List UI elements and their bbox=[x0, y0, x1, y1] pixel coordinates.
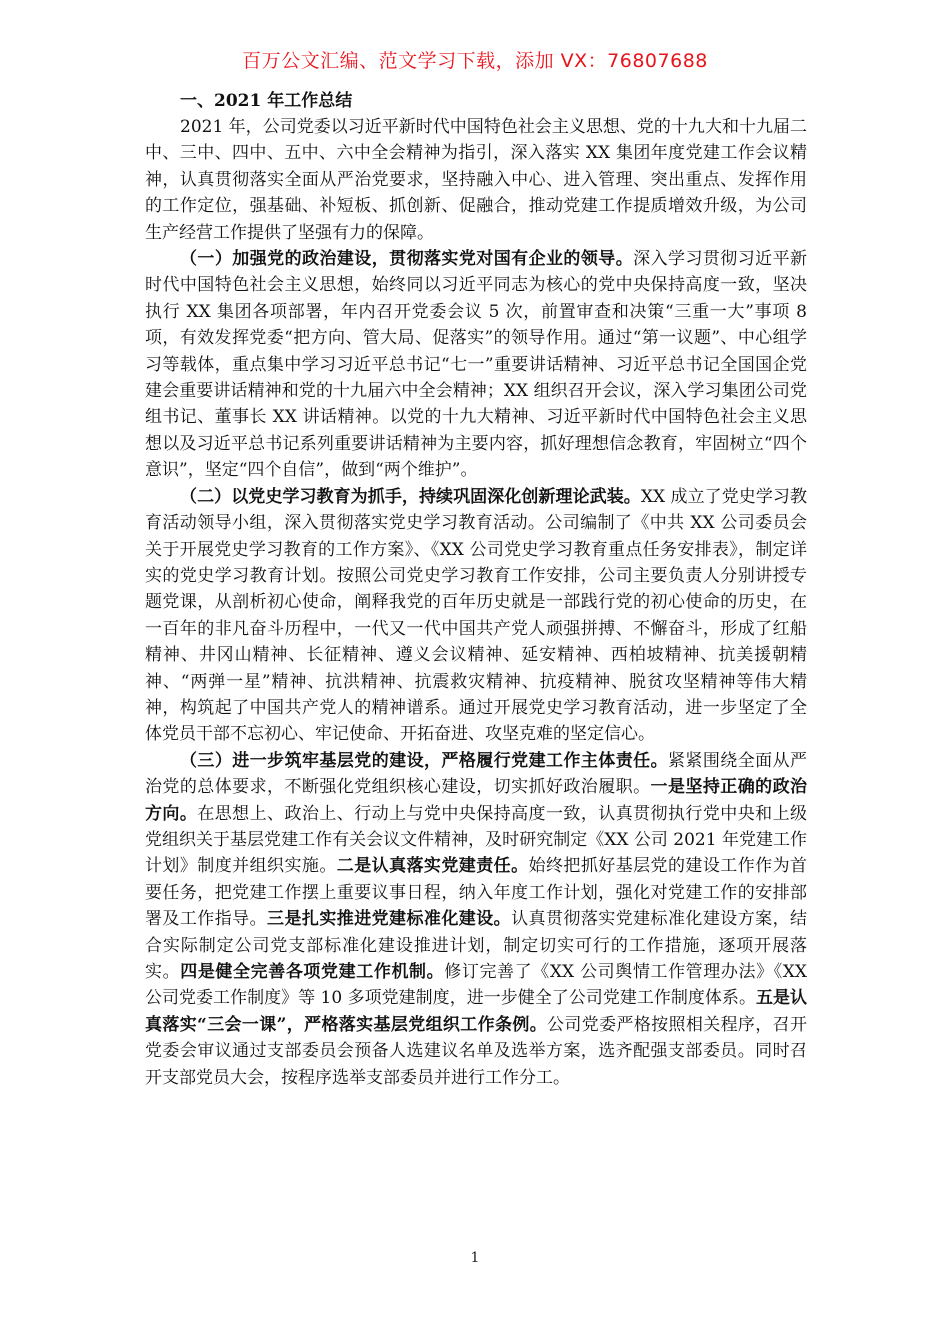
point-2-text: 始终把抓好基层党的建设工作作为首要任务，把党建工作摆上重要议事日程，纳入年度工作计划，强化对党建工作的安排部署及工作指导。 bbox=[145, 856, 808, 930]
point-4-text: 修订完善了《XX 公司舆情工作管理办法》《XX 公司党委工作制度》等 10 多项党建制度，进一步健全了公司党建工作制度体系。 bbox=[145, 962, 808, 1009]
point-1-lead: 一是坚持正确的政治方向。 bbox=[145, 777, 808, 824]
section-3-text: 紧紧围绕全面从严治党的总体要求，不断强化党组织核心建设，切实抓好政治履职。 bbox=[145, 750, 807, 798]
page-number: 1 bbox=[470, 1250, 480, 1266]
point-3-text: 认真贯彻落实党建标准化建设方案，结合实际制定公司党支部标准化建设推进计划，制定切实可行的工作措施，逐项开展落实。 bbox=[145, 909, 808, 982]
point-2-lead: 二是认真落实党建责任。 bbox=[336, 856, 529, 877]
point-1-text: 在思想上、政治上、行动上与党中央保持高度一致，认真贯彻执行党中央和上级党组织关于基层党建工作有关会议文件精神，及时研究制定《XX 公司 2021 年党建工作计划》制度并组织实施。 bbox=[145, 803, 808, 877]
document-body bbox=[145, 88, 807, 1091]
point-3-lead: 三是扎实推进党建标准化建设。 bbox=[267, 909, 512, 930]
point-4-lead: 四是健全完善各项党建工作机制。 bbox=[180, 962, 445, 982]
section-2-paragraph bbox=[145, 484, 807, 748]
point-5-lead: 五是认真落实“三会一课”，严格落实基层党组织工作条例。 bbox=[145, 988, 807, 1035]
section-1-text: 深入学习贯彻习近平新时代中国特色社会主义思想，始终同以习近平同志为核心的党中央保持高度一致，坚决执行 XX 集团各项部署，年内召开党委会议 5 次，前置审查和决策“三重一大”事项 8 项，有效发挥党委“把方向、管大局、促落实”的领导作用。通过“第一议题”、中心组学习等载体，重点集中学习习近平总书记“七一”重要讲话精神、习近平总书记全国国企党建会重要讲话精神和党的十九届六中全会精神；XX 组织召开会议，深入学习集团公司党组书记、董事长 XX 讲话精神。以党的十九大精神、习近平新时代中国特色社会主义思想以及习近平总书记系列重要讲话精神为主要内容，抓好理想信念教育，牢固树立“四个意识”，坚定“四个自信”，做到“两个维护”。 bbox=[145, 249, 808, 481]
section-2-text: XX 成立了党史学习教育活动领导小组，深入贯彻落实党史学习教育活动。公司编制了《中共 XX 公司委员会关于开展党史学习教育的工作方案》、《XX 公司党史学习教育重点任务安排表》，制定详实的党史学习教育计划。按照公司党史学习教育工作安排，公司主要负责人分别讲授专题党课，从剖析初心使命，阐释我党的百年历史就是一部践行党的初心使命的历史，在一百年的非凡奋斗历程中，一代又一代中国共产党人顽强拼搏、不懈奋斗，形成了红船精神、井冈山精神、长征精神、遵义会议精神、延安精神、西柏坡精神、抗美援朝精神、“两弹一星”精神、抗洪精神、抗震救灾精神、抗疫精神、脱贫攻坚精神等伟大精神，构筑起了中国共产党人的精神谱系。通过开展党史学习教育活动，进一步坚定了全体党员干部不忘初心、牢记使命、开拓奋进、攻坚克难的坚定信心。 bbox=[145, 486, 807, 745]
section-3-paragraph bbox=[145, 748, 807, 1091]
section-3-lead: （三）进一步筑牢基层党的建设，严格履行党建工作主体责任。 bbox=[180, 750, 668, 771]
watermark-banner: 百万公文汇编、范文学习下载，添加 VX：76807688 bbox=[242, 50, 708, 72]
intro-paragraph: 2021 年，公司党委以习近平新时代中国特色社会主义思想、党的十九大和十九届二中、三中、四中、五中、六中全会精神为指引，深入落实 XX 集团年度党建工作会议精神，认真贯彻落实全面从严治党要求，坚持融入中心、进入管理、突出重点、发挥作用的工作定位，强基础、补短板、抓创新、促融合，推动党建工作提质增效升级，为公司生产经营工作提供了坚强有力的保障。 bbox=[145, 117, 807, 243]
section-2-lead: （二）以党史学习教育为抓手，持续巩固深化创新理论武装。 bbox=[180, 486, 641, 507]
section-heading: 一、2021 年工作总结 bbox=[180, 91, 353, 111]
section-1-paragraph bbox=[145, 246, 807, 484]
point-5-text: 公司党委严格按照相关程序，召开党委会审议通过支部委员会预备人选建议名单及选举方案，选齐配强支部委员。同时召开支部党员大会，按程序选举支部委员并进行工作分工。 bbox=[145, 1014, 807, 1088]
section-1-lead: （一）加强党的政治建设，贯彻落实党对国有企业的领导。 bbox=[180, 249, 634, 270]
